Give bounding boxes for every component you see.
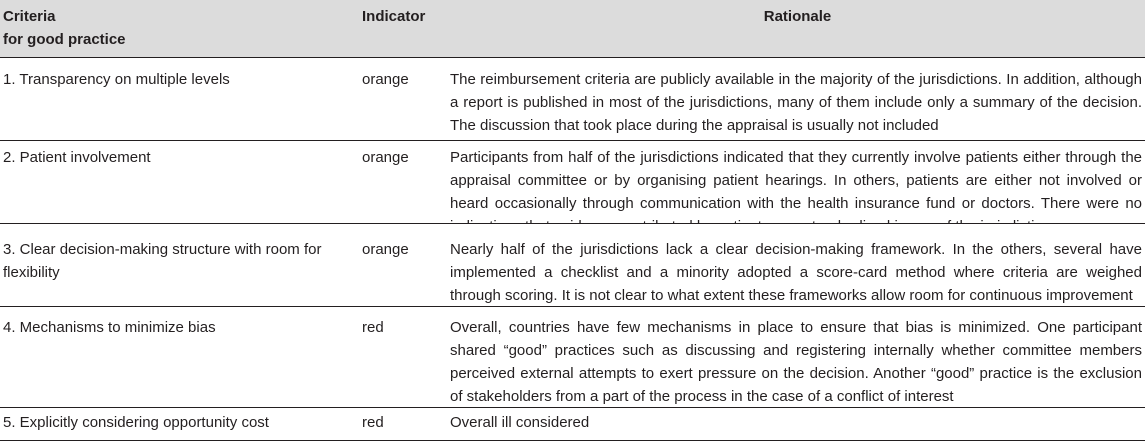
table-header: [0, 0, 1145, 58]
row-criteria: 4. Mechanisms to minimize bias: [3, 319, 216, 336]
header-rationale: Rationale: [763, 8, 832, 25]
table-row-5: [0, 408, 1145, 441]
row-criteria: 3. Clear decision-making structure with room for flexibility: [3, 241, 322, 281]
row-rationale: Participants from half of the jurisdictions indicated that they currently involve patients either through the appraisal committee or by organising patient hearings. In others, patients are either not involved or heard occasionally through communication with the health insurance fund or doctors. There were no: [450, 149, 1142, 212]
table-row-2: [0, 141, 1145, 224]
header-criteria: [3, 5, 345, 51]
row-criteria: 5. Explicitly considering opportunity cost: [3, 414, 269, 431]
table-row-4: [0, 307, 1145, 408]
row-indicator: red: [362, 414, 384, 431]
table-row-3: [0, 224, 1145, 307]
row-indicator: orange: [362, 149, 409, 166]
row-rationale: Overall ill considered: [450, 414, 590, 431]
header-criteria-line2: for good practice: [3, 31, 126, 48]
row-rationale: The reimbursement criteria are publicly available in the majority of the jurisdictions. In addition, although a report is published in most of the jurisdictions, many of them include only a summary of the decision. The discussion that took place during the appraisal is usually not included: [450, 71, 1142, 134]
row-indicator: orange: [362, 241, 409, 258]
header-criteria-line1: Criteria: [3, 8, 56, 25]
row-criteria: 2. Patient involvement: [3, 149, 151, 166]
table-row-1: [0, 58, 1145, 141]
row-rationale: Overall, countries have few mechanisms in place to ensure that bias is minimized. One participant shared “good” practices such as discussing and registering internally whether committee members perceived external attempts to exert pressure on the decision. Another “good” practice is the exclusion of stakeholders from a part of the process in the case of a conflict of interest: [450, 319, 1142, 405]
header-indicator: Indicator: [362, 8, 426, 25]
row-indicator: orange: [362, 71, 409, 88]
row-criteria: 1. Transparency on multiple levels: [3, 71, 230, 88]
row-indicator: red: [362, 319, 384, 336]
row-rationale: Nearly half of the jurisdictions lack a clear decision-making framework. In the others, several have implemented a checklist and a minority adopted a score-card method where criteria are weighed through scoring. It is not clear to what extent these frameworks allow room for continuous improvement: [450, 241, 1142, 304]
